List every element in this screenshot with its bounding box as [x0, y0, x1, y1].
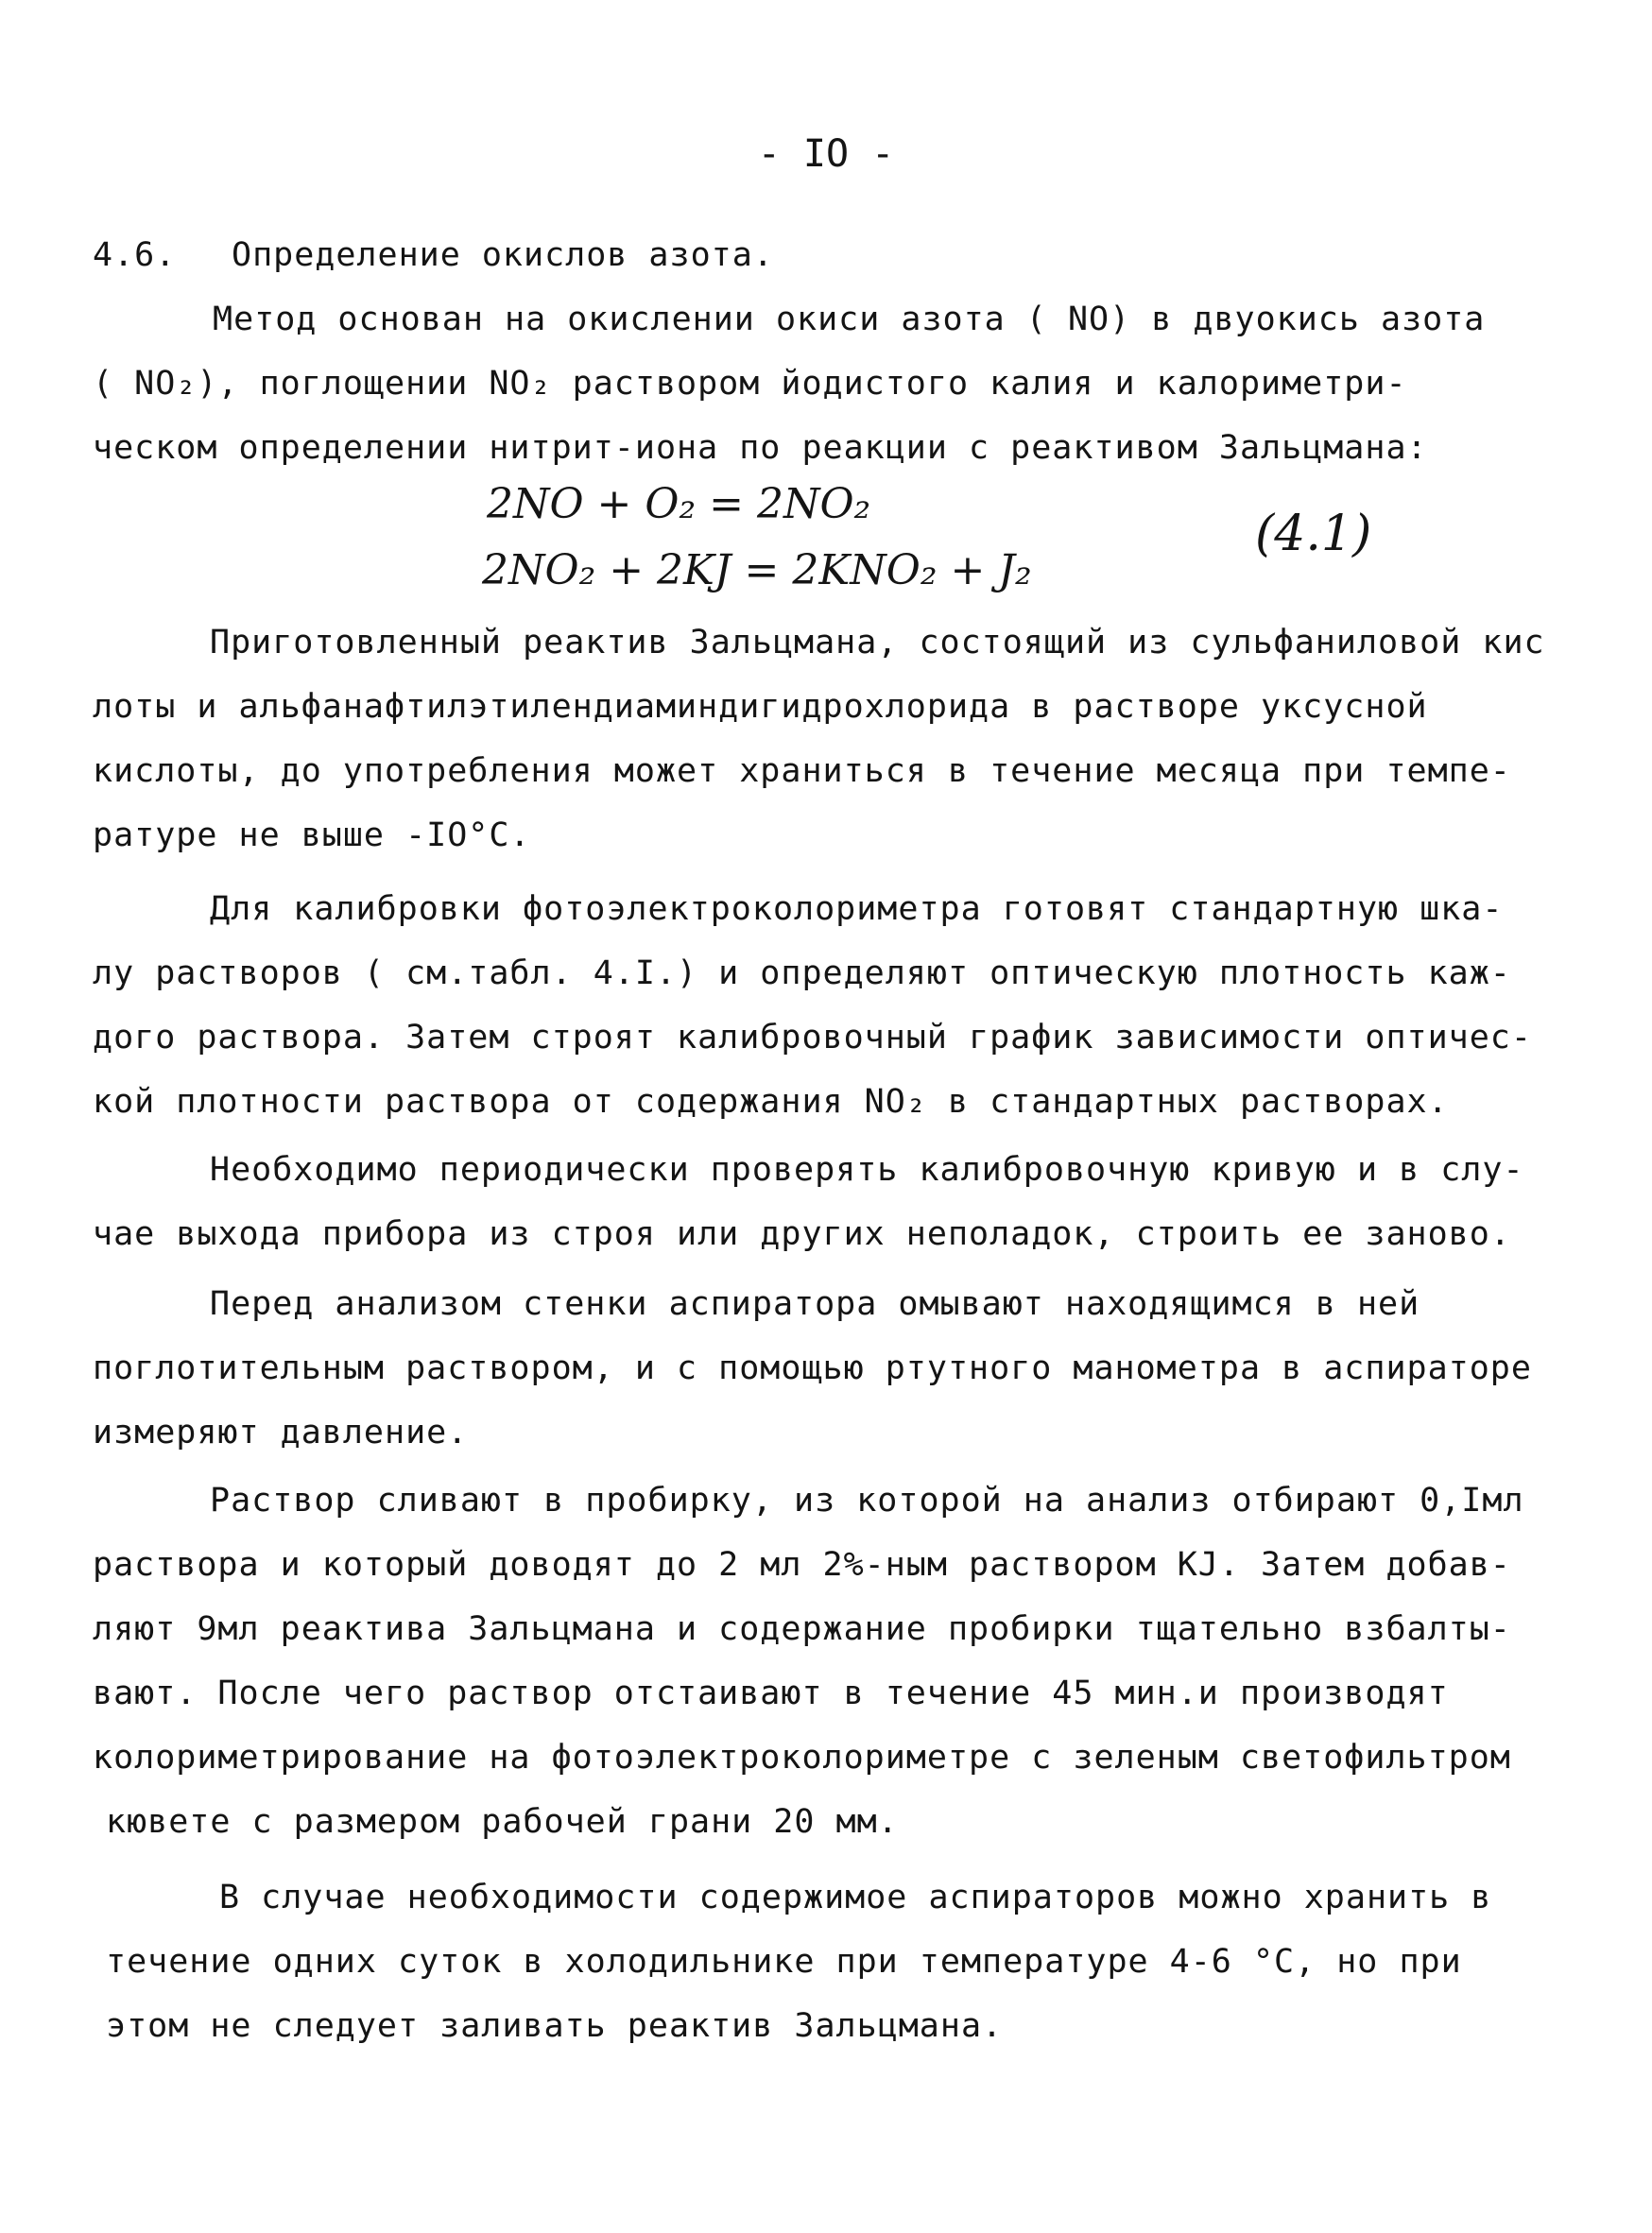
- text-line: раствора и который доводят до 2 мл 2%-ным раствором KJ. Затем добав-: [93, 1546, 1511, 1584]
- text-line: течение одних суток в холодильнике при температуре 4-6 °C, но при: [106, 1943, 1462, 1981]
- text-line: кислоты, до употребления может храниться в течение месяца при темпе-: [93, 752, 1511, 790]
- text-line: ( NO₂), поглощении NO₂ раствором йодистого калия и калориметри-: [93, 365, 1407, 403]
- equation-label: (4.1): [1255, 506, 1372, 562]
- text-line: кювете с размером рабочей грани 20 мм.: [106, 1803, 899, 1841]
- text-line: колориметрирование на фотоэлектроколориметре с зеленым светофильтром: [93, 1739, 1511, 1777]
- text-line: ческом определении нитрит-иона по реакции с реактивом Зальцмана:: [93, 429, 1428, 467]
- section-number: 4.6.: [93, 236, 177, 274]
- section-title: Определение окислов азота.: [232, 236, 774, 274]
- text-line: измеряют давление.: [93, 1414, 469, 1451]
- page-number: - IO -: [757, 132, 895, 176]
- equation-2: 2NO₂ + 2KJ = 2KNO₂ + J₂: [482, 546, 1032, 594]
- text-line: лу растворов ( см.табл. 4.I.) и определяют оптическую плотность каж-: [93, 954, 1511, 992]
- text-line: Метод основан на окислении окиси азота ( NO) в двуокись азота: [213, 301, 1486, 338]
- text-line: ляют 9мл реактива Зальцмана и содержание пробирки тщательно взбалты-: [93, 1610, 1511, 1648]
- text-line: чае выхода прибора из строя или других неполадок, строить ее заново.: [93, 1215, 1511, 1253]
- text-line: вают. После чего раствор отстаивают в течение 45 мин.и производят: [93, 1675, 1449, 1712]
- text-line: Для калибровки фотоэлектроколориметра готовят стандартную шка-: [210, 890, 1504, 928]
- text-line: Приготовленный реактив Зальцмана, состоящий из сульфаниловой кис: [210, 624, 1545, 661]
- text-line: кой плотности раствора от содержания NO₂ в стандартных растворах.: [93, 1083, 1449, 1121]
- text-line: дого раствора. Затем строят калибровочный график зависимости оптичес-: [93, 1019, 1532, 1056]
- text-line: лоты и альфанафтилэтилендиаминдигидрохлорида в растворе уксусной: [93, 688, 1428, 726]
- equation-1: 2NO + O₂ = 2NO₂: [487, 480, 871, 528]
- text-line: Необходимо периодически проверять калибровочную кривую и в слу-: [210, 1151, 1524, 1189]
- text-line: Перед анализом стенки аспиратора омывают находящимся в ней: [210, 1285, 1420, 1323]
- text-line: поглотительным раствором, и с помощью ртутного манометра в аспираторе: [93, 1349, 1532, 1387]
- text-line: Раствор сливают в пробирку, из которой на анализ отбирают 0,Iмл: [210, 1482, 1524, 1520]
- text-line: В случае необходимости содержимое аспираторов можно хранить в: [219, 1879, 1492, 1916]
- text-line: этом не следует заливать реактив Зальцмана.: [106, 2007, 1004, 2045]
- text-line: ратуре не выше -IO°C.: [93, 816, 531, 854]
